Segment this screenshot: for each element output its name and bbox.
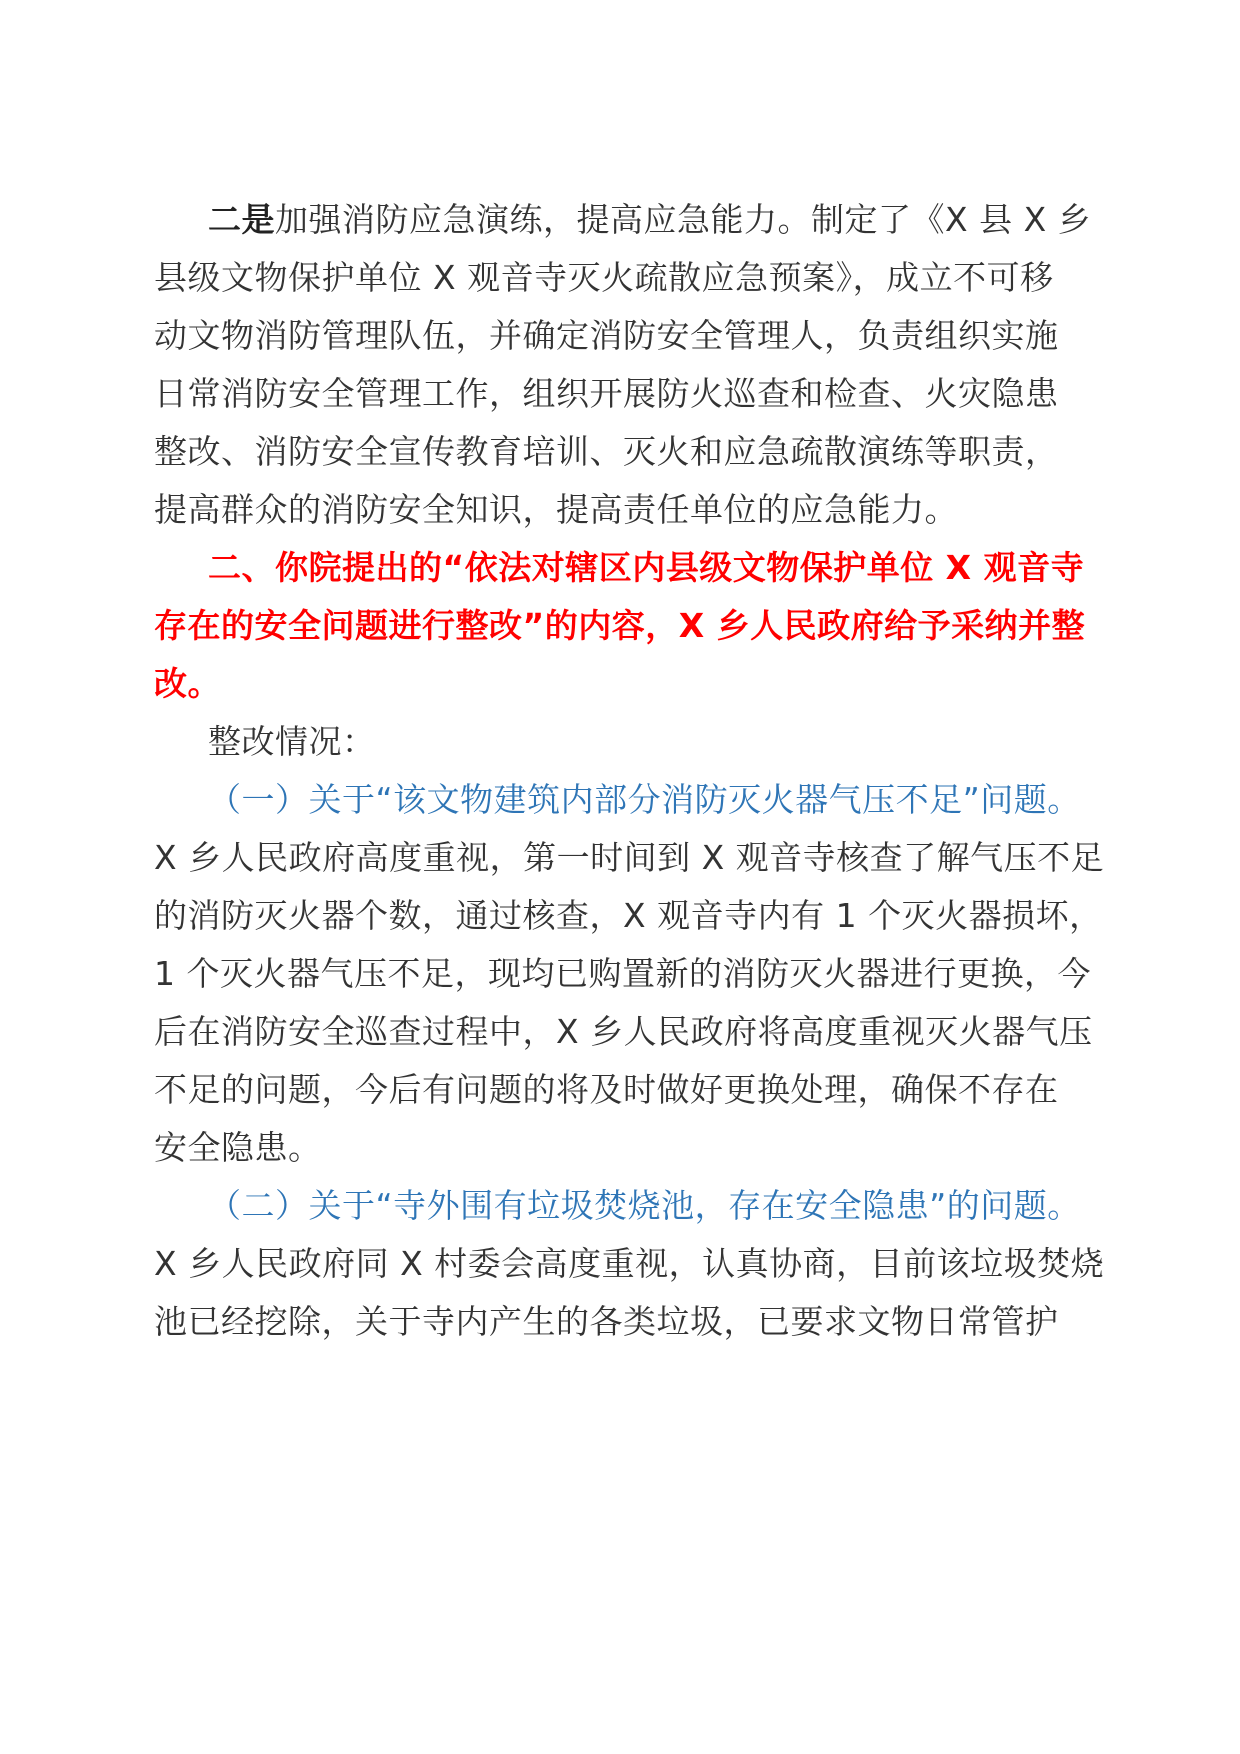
emphasis-lead: 二是 [208, 200, 275, 239]
paragraph-line-11: 不足的问题，今后有问题的将及时做好更换处理，确保不存在 [154, 1070, 1059, 1109]
paragraph-line-7: X 乡人民政府高度重视，第一时间到 X 观音寺核查了解气压不足 [154, 838, 1105, 877]
section-heading-line-3: 改。 [154, 664, 221, 703]
subheading-2: （二）关于“寺外围有垃圾焚烧池，存在安全隐患”的问题。 [208, 1186, 1081, 1225]
paragraph-line-2: 县级文物保护单位 X 观音寺灭火疏散应急预案》，成立不可移 [154, 258, 1054, 297]
subheading-1: （一）关于“该文物建筑内部分消防灭火器气压不足”问题。 [208, 780, 1081, 819]
paragraph-line-9: 1 个灭火器气压不足，现均已购置新的消防灭火器进行更换，今 [154, 954, 1091, 993]
paragraph-line-13: X 乡人民政府同 X 村委会高度重视，认真协商，目前该垃圾焚烧 [154, 1244, 1105, 1283]
paragraph-line-5: 整改、消防安全宣传教育培训、灭火和应急疏散演练等职责， [154, 432, 1059, 471]
paragraph-line-12: 安全隐患。 [154, 1128, 322, 1167]
paragraph-line-10: 后在消防安全巡查过程中，X 乡人民政府将高度重视灭火器气压 [154, 1012, 1093, 1051]
paragraph-line-8: 的消防灭火器个数，通过核查，X 观音寺内有 1 个灭火器损坏， [154, 896, 1103, 935]
section-heading-line-2: 存在的安全问题进行整改”的内容，X 乡人民政府给予采纳并整 [154, 606, 1086, 645]
paragraph-line-1 [208, 198, 1148, 242]
paragraph-line-3: 动文物消防管理队伍，并确定消防安全管理人，负责组织实施 [154, 316, 1059, 355]
section-heading-line-1: 二、你院提出的“依法对辖区内县级文物保护单位 X 观音寺 [208, 548, 1085, 587]
line-text: 加强消防应急演练，提高应急能力。制定了《X 县 X 乡 [275, 200, 1092, 239]
paragraph-line-6: 提高群众的消防安全知识，提高责任单位的应急能力。 [154, 490, 958, 529]
paragraph-line-14: 池已经挖除，关于寺内产生的各类垃圾，已要求文物日常管护 [154, 1302, 1059, 1341]
paragraph-line-4: 日常消防安全管理工作，组织开展防火巡查和检查、火灾隐患 [154, 374, 1059, 413]
rectification-label: 整改情况： [208, 722, 376, 761]
